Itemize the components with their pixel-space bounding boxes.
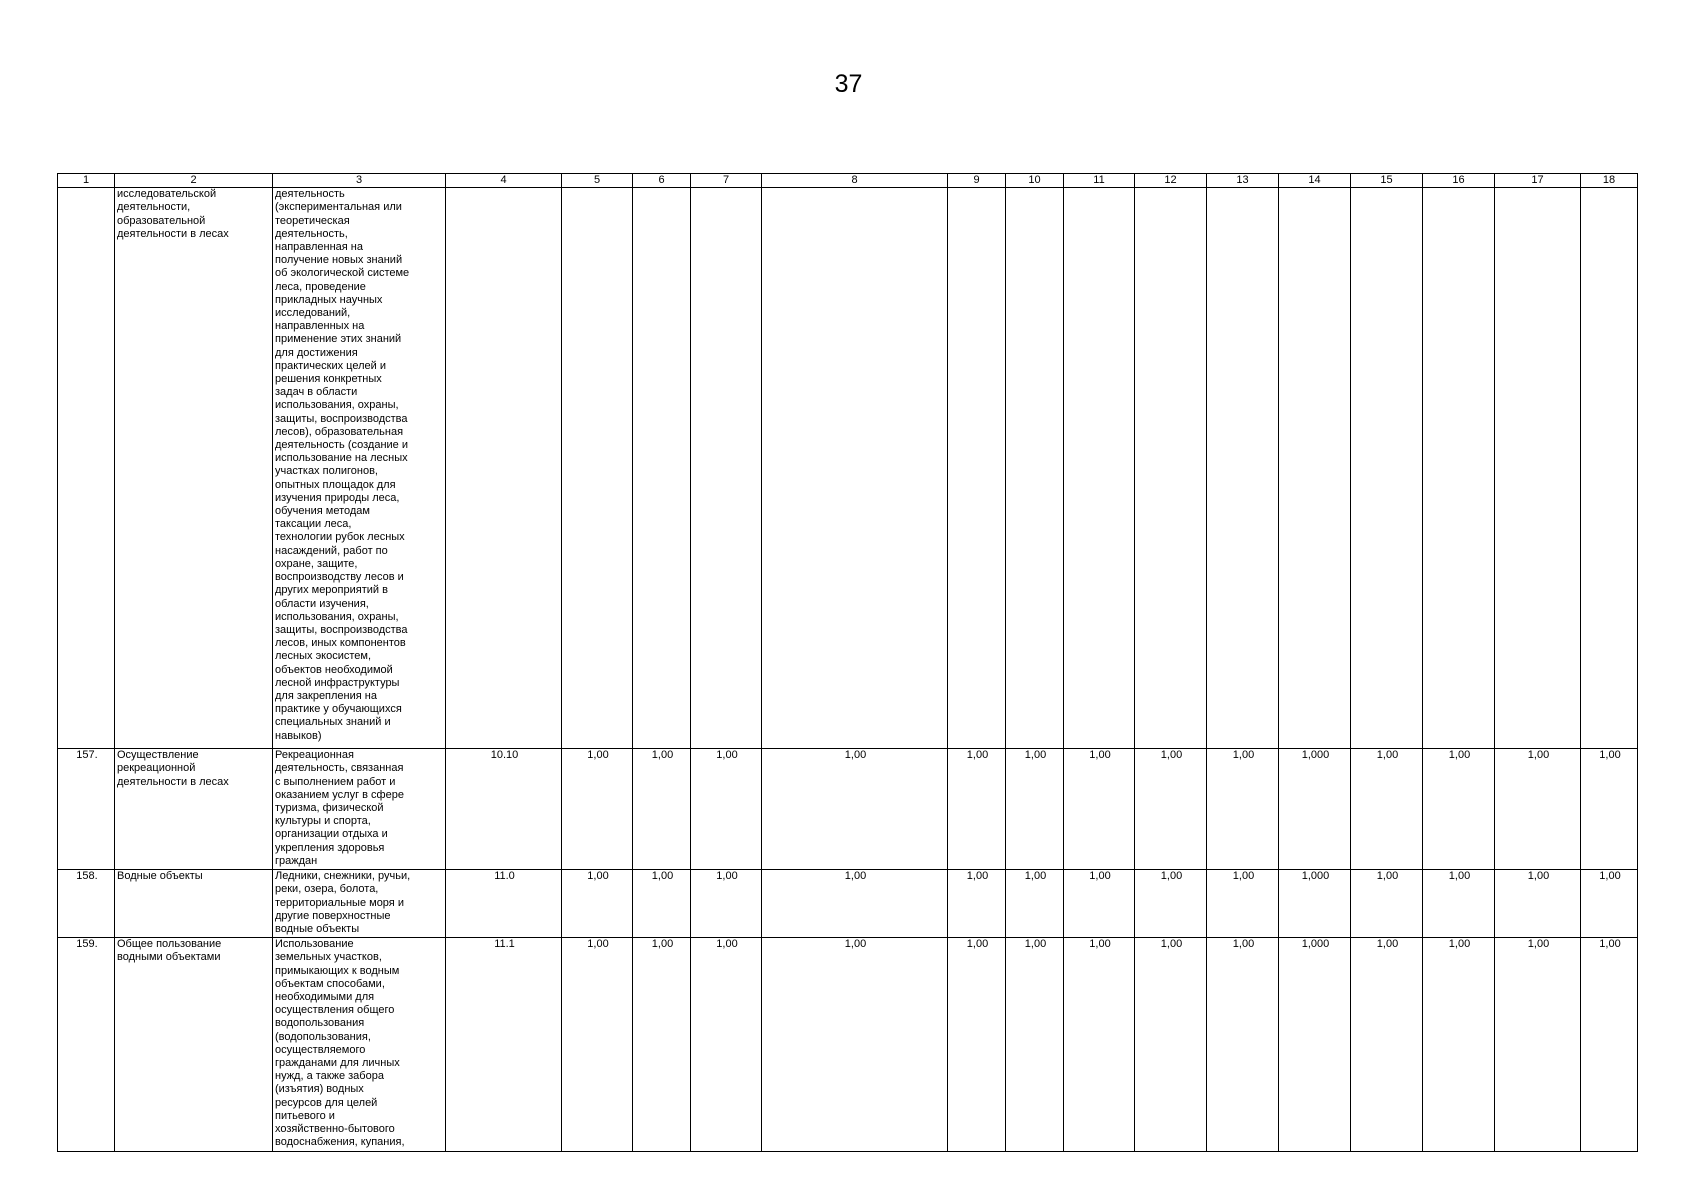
row-number bbox=[58, 188, 115, 749]
coefficient-cell: 1,00 bbox=[1064, 870, 1135, 938]
column-header-7: 7 bbox=[691, 174, 762, 188]
coefficient-cell: 1,00 bbox=[691, 938, 762, 1152]
activity-description: Рекреационная деятельность, связанная с выполнением работ и оказанием услуг в сфере туризма, физической культуры и спорта, организации отдыха и укрепления здоровья граждан bbox=[273, 749, 446, 870]
coefficient-cell: 1,00 bbox=[1135, 870, 1207, 938]
coefficient-cell: 1,00 bbox=[1064, 749, 1135, 870]
coefficient-cell: 1,00 bbox=[1581, 870, 1638, 938]
table-row bbox=[58, 749, 1638, 870]
column-header-10: 10 bbox=[1006, 174, 1064, 188]
coefficient-cell: 1,00 bbox=[1423, 749, 1495, 870]
coefficient-cell: 1,00 bbox=[1581, 749, 1638, 870]
activity-name: Общее пользование водными объектами bbox=[115, 938, 273, 1152]
coefficient-cell bbox=[1581, 188, 1638, 749]
coefficient-cell: 1,00 bbox=[948, 870, 1006, 938]
activity-description: деятельность (экспериментальная или теоретическая деятельность, направленная на получение новых знаний об экологической системе леса, проведение прикладных научных исследований, направленных на применение этих знаний для достижения практических целей и решения конкретных задач в области использования, охраны, защиты, воспроизводства лесов), образовательная деятельность (создание и использование на лесных участках полигонов, опытных площадок для изучения природы леса, обучения методам таксации леса, технологии рубок лесных насаждений, работ по охране, защите, воспроизводству лесов и других мероприятий в области изучения, использования, охраны, защиты, воспроизводства лесов, иных компонентов лесных экосистем, объектов необходимой лесной инфраструктуры для закрепления на практике у обучающихся специальных знаний и навыков) bbox=[273, 188, 446, 749]
coefficient-cell: 1,00 bbox=[691, 749, 762, 870]
coefficient-cell: 1,00 bbox=[1495, 938, 1581, 1152]
column-header-13: 13 bbox=[1207, 174, 1279, 188]
coefficient-cell bbox=[1279, 188, 1351, 749]
column-header-1: 1 bbox=[58, 174, 115, 188]
column-header-15: 15 bbox=[1351, 174, 1423, 188]
coefficient-cell: 1,00 bbox=[1351, 938, 1423, 1152]
coefficient-cell: 1,00 bbox=[1006, 870, 1064, 938]
activity-code bbox=[446, 188, 562, 749]
header-row bbox=[58, 174, 1638, 188]
activity-code: 10.10 bbox=[446, 749, 562, 870]
coefficient-cell: 1,00 bbox=[1581, 938, 1638, 1152]
activity-description: Ледники, снежники, ручьи, реки, озера, болота, территориальные моря и другие поверхностные водные объекты bbox=[273, 870, 446, 938]
coefficient-cell: 1,000 bbox=[1279, 938, 1351, 1152]
coefficient-cell: 1,00 bbox=[1006, 749, 1064, 870]
table-row bbox=[58, 188, 1638, 749]
column-header-12: 12 bbox=[1135, 174, 1207, 188]
coefficient-cell bbox=[1207, 188, 1279, 749]
column-header-9: 9 bbox=[948, 174, 1006, 188]
coefficient-cell: 1,000 bbox=[1279, 749, 1351, 870]
activity-code: 11.1 bbox=[446, 938, 562, 1152]
coefficient-cell bbox=[691, 188, 762, 749]
coefficient-cell: 1,00 bbox=[762, 938, 948, 1152]
coefficient-cell bbox=[1135, 188, 1207, 749]
coefficient-cell: 1,00 bbox=[762, 749, 948, 870]
coefficient-cell: 1,00 bbox=[1207, 749, 1279, 870]
coefficient-cell: 1,00 bbox=[1207, 938, 1279, 1152]
coefficient-cell: 1,000 bbox=[1279, 870, 1351, 938]
coefficient-cell: 1,00 bbox=[1207, 870, 1279, 938]
coefficient-cell: 1,00 bbox=[1351, 749, 1423, 870]
activity-name: Осуществление рекреационной деятельности в лесах bbox=[115, 749, 273, 870]
table-row bbox=[58, 938, 1638, 1152]
table-row bbox=[58, 870, 1638, 938]
coefficient-cell bbox=[562, 188, 633, 749]
coefficient-cell bbox=[1351, 188, 1423, 749]
coefficient-cell: 1,00 bbox=[762, 870, 948, 938]
coefficient-cell: 1,00 bbox=[691, 870, 762, 938]
coefficient-cell bbox=[1064, 188, 1135, 749]
coefficient-cell: 1,00 bbox=[1006, 938, 1064, 1152]
activity-name: исследовательской деятельности, образовательной деятельности в лесах bbox=[115, 188, 273, 749]
activity-code: 11.0 bbox=[446, 870, 562, 938]
activity-name: Водные объекты bbox=[115, 870, 273, 938]
column-header-3: 3 bbox=[273, 174, 446, 188]
column-header-5: 5 bbox=[562, 174, 633, 188]
column-header-14: 14 bbox=[1279, 174, 1351, 188]
coefficient-cell bbox=[1423, 188, 1495, 749]
page-number: 37 bbox=[834, 70, 863, 98]
coefficient-cell: 1,00 bbox=[633, 938, 691, 1152]
coefficient-cell: 1,00 bbox=[633, 749, 691, 870]
row-number: 157. bbox=[58, 749, 115, 870]
coefficient-cell bbox=[948, 188, 1006, 749]
coefficient-cell: 1,00 bbox=[1495, 870, 1581, 938]
coefficient-cell: 1,00 bbox=[1351, 870, 1423, 938]
coefficient-cell: 1,00 bbox=[562, 870, 633, 938]
coefficient-cell: 1,00 bbox=[1135, 938, 1207, 1152]
column-header-11: 11 bbox=[1064, 174, 1135, 188]
column-header-4: 4 bbox=[446, 174, 562, 188]
coefficient-cell: 1,00 bbox=[1423, 870, 1495, 938]
column-header-16: 16 bbox=[1423, 174, 1495, 188]
coefficient-cell bbox=[1006, 188, 1064, 749]
row-number: 158. bbox=[58, 870, 115, 938]
coefficient-cell: 1,00 bbox=[562, 938, 633, 1152]
coefficient-cell bbox=[762, 188, 948, 749]
coefficient-cell: 1,00 bbox=[1423, 938, 1495, 1152]
column-header-6: 6 bbox=[633, 174, 691, 188]
coefficient-cell bbox=[633, 188, 691, 749]
coefficient-cell: 1,00 bbox=[562, 749, 633, 870]
column-header-18: 18 bbox=[1581, 174, 1638, 188]
coefficient-cell: 1,00 bbox=[1135, 749, 1207, 870]
regulation-table bbox=[57, 173, 1638, 1152]
column-header-17: 17 bbox=[1495, 174, 1581, 188]
coefficient-cell: 1,00 bbox=[633, 870, 691, 938]
row-number: 159. bbox=[58, 938, 115, 1152]
coefficient-cell: 1,00 bbox=[948, 938, 1006, 1152]
column-header-2: 2 bbox=[115, 174, 273, 188]
activity-description: Использование земельных участков, примыкающих к водным объектам способами, необходимыми для осуществления общего водопользования (водопользования, осуществляемого гражданами для личных нужд, а также забора (изъятия) водных ресурсов для целей питьевого и хозяйственно-бытового водоснабжения, купания, bbox=[273, 938, 446, 1152]
coefficient-cell: 1,00 bbox=[1495, 749, 1581, 870]
column-header-8: 8 bbox=[762, 174, 948, 188]
coefficient-cell bbox=[1495, 188, 1581, 749]
coefficient-cell: 1,00 bbox=[948, 749, 1006, 870]
coefficient-cell: 1,00 bbox=[1064, 938, 1135, 1152]
